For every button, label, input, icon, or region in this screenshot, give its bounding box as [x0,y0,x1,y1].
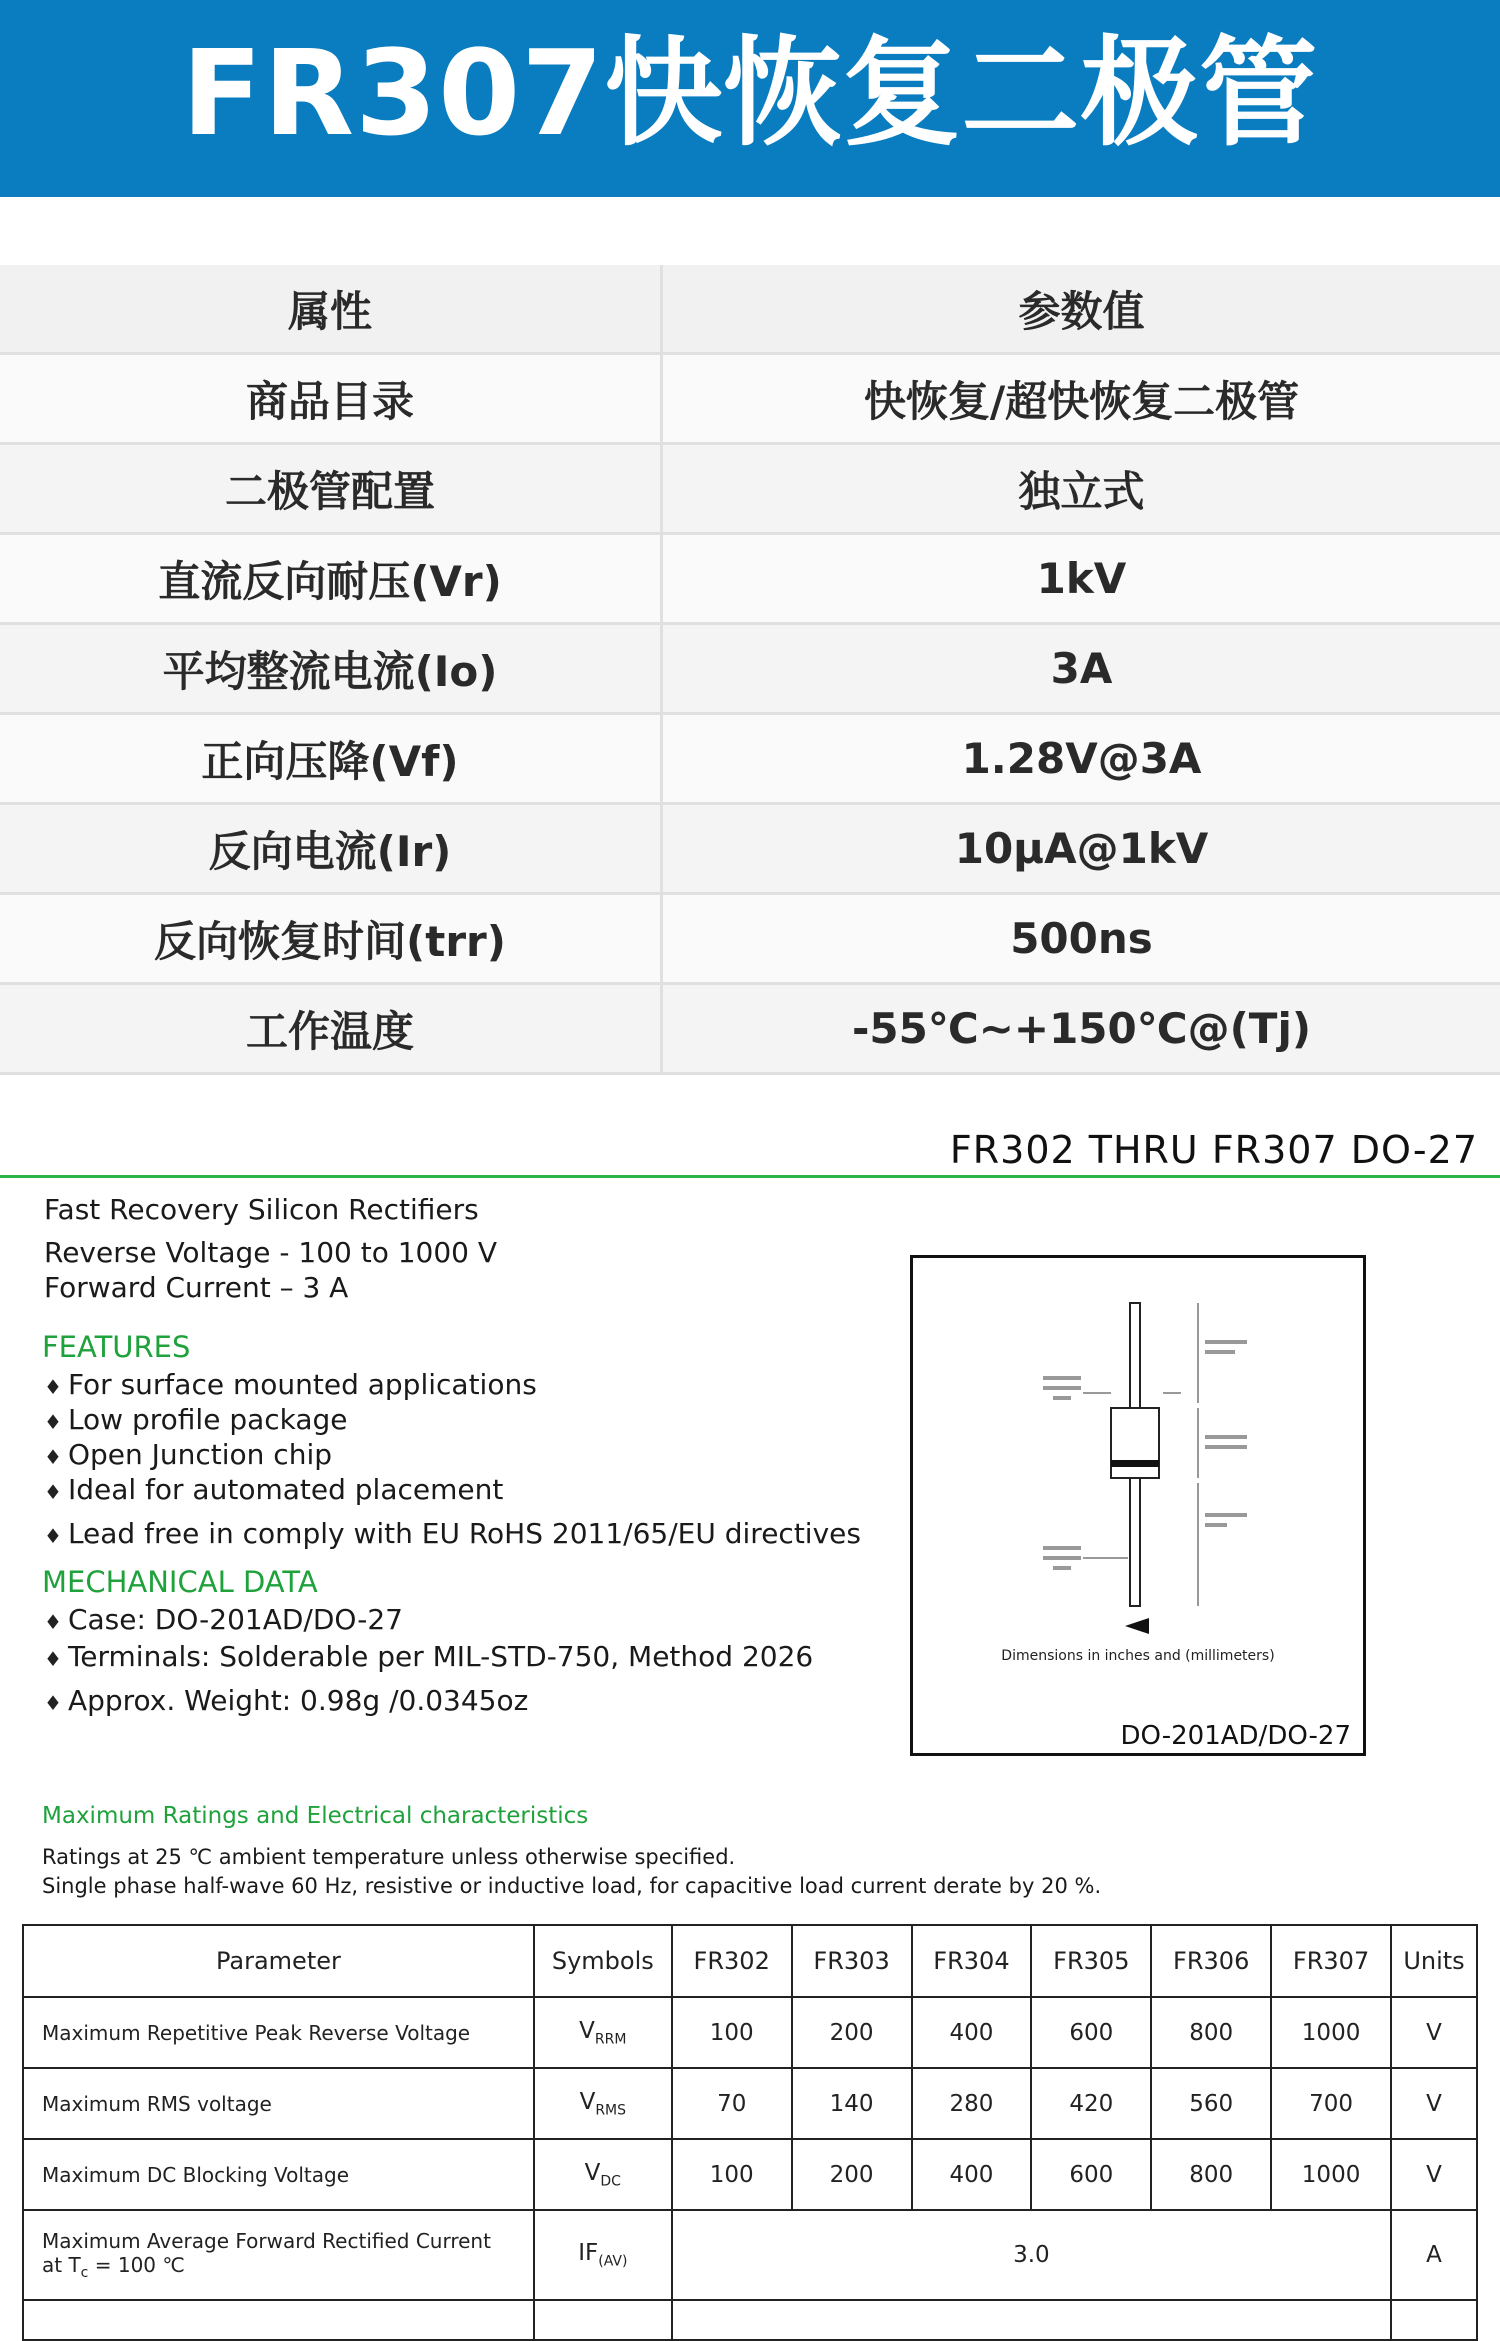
spec-row [0,984,1500,1074]
diamond-bullet-icon: ♦ [44,1445,62,1469]
empty-cell [672,2300,1391,2340]
symbol-cell [534,2139,672,2210]
symbol-subscript: DC [600,2173,621,2189]
ratings-heading: Maximum Ratings and Electrical characteristics [42,1803,588,1829]
spec-row [0,624,1500,714]
feature-item [44,1368,537,1401]
spec-attr: 反向恢复时间(trr) [0,894,662,984]
parameter-text: at T [42,2253,81,2277]
title-banner [0,0,1500,197]
feature-text: Low profile package [68,1403,348,1436]
feature-text: Open Junction chip [68,1438,332,1471]
feature-item [44,1473,503,1506]
ratings-row [23,2210,1477,2300]
unit-cell: V [1391,2068,1477,2139]
symbol-subscript: (AV) [598,2254,627,2270]
value-cell: 200 [792,2139,912,2210]
value-cell: 560 [1151,2068,1271,2139]
mechanical-item [44,1640,813,1673]
symbol-cell [534,2210,672,2300]
symbol-subscript: RRM [595,2031,627,2047]
feature-text: Lead free in comply with EU RoHS 2011/65/EU directives [68,1517,861,1550]
value-cell: 100 [672,2139,792,2210]
diamond-bullet-icon: ♦ [44,1410,62,1434]
value-cell: 800 [1151,2139,1271,2210]
ratings-note: Ratings at 25 ℃ ambient temperature unless otherwise specified. [42,1845,735,1869]
header-model: FR307 [1271,1925,1391,1997]
spec-attr: 平均整流电流(Io) [0,624,662,714]
reverse-voltage: Reverse Voltage - 100 to 1000 V [44,1236,497,1269]
spec-attr: 反向电流(Ir) [0,804,662,894]
spec-row [0,534,1500,624]
symbol-cell [534,1997,672,2068]
dimensions-note: Dimensions in inches and (millimeters) [913,1648,1363,1664]
value-cell: 280 [912,2068,1032,2139]
forward-current: Forward Current – 3 A [44,1271,348,1304]
empty-cell [1391,2300,1477,2340]
value-cell: 1000 [1271,1997,1391,2068]
value-cell: 420 [1031,2068,1151,2139]
ratings-note: Single phase half-wave 60 Hz, resistive or inductive load, for capacitive load current derate by 20 %. [42,1874,1101,1898]
spec-attr: 商品目录 [0,354,662,444]
spec-attr: 正向压降(Vf) [0,714,662,804]
value-cell: 400 [912,1997,1032,2068]
features-heading: FEATURES [42,1330,190,1364]
header-model: FR302 [672,1925,792,1997]
diamond-bullet-icon: ♦ [44,1691,62,1715]
unit-cell: V [1391,1997,1477,2068]
header-model: FR306 [1151,1925,1271,1997]
spec-row [0,444,1500,534]
value-cell: 700 [1271,2068,1391,2139]
spec-row [0,804,1500,894]
empty-cell [534,2300,672,2340]
spec-value: 10μA@1kV [662,804,1500,894]
value-cell: 70 [672,2068,792,2139]
spec-value: 1.28V@3A [662,714,1500,804]
symbol-text: V [585,2160,601,2186]
spec-value: 3A [662,624,1500,714]
ratings-row [23,2068,1477,2139]
ratings-row-partial [23,2300,1477,2340]
mechanical-text: Terminals: Solderable per MIL-STD-750, Method 2026 [68,1640,813,1673]
header-units: Units [1391,1925,1477,1997]
header-model: FR304 [912,1925,1032,1997]
feature-item [44,1403,348,1436]
spec-attr: 直流反向耐压(Vr) [0,534,662,624]
diamond-bullet-icon: ♦ [44,1480,62,1504]
empty-cell [23,2300,534,2340]
package-drawing [910,1255,1366,1756]
value-cell: 400 [912,2139,1032,2210]
ratings-row [23,1997,1477,2068]
ratings-header-row [23,1925,1477,1997]
header-parameter: Parameter [23,1925,534,1997]
value-cell: 100 [672,1997,792,2068]
spec-value: -55℃~+150℃@(Tj) [662,984,1500,1074]
mechanical-text: Case: DO-201AD/DO-27 [68,1603,403,1636]
spec-row [0,714,1500,804]
ratings-row [23,2139,1477,2210]
parameter-text: = 100 ℃ [88,2253,184,2277]
symbol-text: V [579,2018,595,2044]
mechanical-item [44,1684,528,1717]
diamond-bullet-icon: ♦ [44,1610,62,1634]
mechanical-text: Approx. Weight: 0.98g /0.0345oz [68,1684,528,1717]
value-cell: 140 [792,2068,912,2139]
spec-value: 1kV [662,534,1500,624]
spec-value: 独立式 [662,444,1500,534]
spec-row [0,894,1500,984]
spec-attr: 二极管配置 [0,444,662,534]
spec-header-attribute: 属性 [0,265,662,354]
mechanical-item [44,1603,403,1636]
parameter-cell: Maximum Repetitive Peak Reverse Voltage [23,1997,534,2068]
value-cell: 200 [792,1997,912,2068]
parameter-line [42,2253,533,2281]
diode-outline-diagram [913,1258,1363,1753]
package-caption: DO-201AD/DO-27 [1121,1721,1351,1751]
parameter-cell [23,2210,534,2300]
value-cell: 600 [1031,1997,1151,2068]
header-model: FR303 [792,1925,912,1997]
diamond-bullet-icon: ♦ [44,1375,62,1399]
divider [0,1175,1500,1178]
feature-text: Ideal for automated placement [68,1473,503,1506]
parameter-subscript: c [81,2265,89,2281]
symbol-text: V [580,2089,596,2115]
spec-row [0,354,1500,444]
mechanical-heading: MECHANICAL DATA [42,1565,318,1599]
value-cell: 1000 [1271,2139,1391,2210]
spec-value: 快恢复/超快恢复二极管 [662,354,1500,444]
parameter-cell: Maximum DC Blocking Voltage [23,2139,534,2210]
parameter-cell: Maximum RMS voltage [23,2068,534,2139]
header-symbols: Symbols [534,1925,672,1997]
value-cell: 3.0 [672,2210,1391,2300]
symbol-text: IF [578,2240,598,2266]
feature-item [44,1438,332,1471]
diamond-bullet-icon: ♦ [44,1647,62,1671]
value-cell: 600 [1031,2139,1151,2210]
value-cell: 800 [1151,1997,1271,2068]
parameter-line: Maximum Average Forward Rectified Current [42,2229,533,2253]
spec-value: 500ns [662,894,1500,984]
symbol-subscript: RMS [595,2102,626,2118]
diamond-bullet-icon: ♦ [44,1524,62,1548]
page-title: FR307快恢复二极管 [0,18,1500,168]
unit-cell: A [1391,2210,1477,2300]
spec-header-row [0,265,1500,354]
symbol-cell [534,2068,672,2139]
feature-text: For surface mounted applications [68,1368,537,1401]
spec-header-value: 参数值 [662,265,1500,354]
feature-item [44,1517,861,1550]
spec-table [0,265,1500,1075]
unit-cell: V [1391,2139,1477,2210]
datasheet-subtitle: Fast Recovery Silicon Rectifiers [44,1193,479,1226]
spec-attr: 工作温度 [0,984,662,1074]
ratings-table [22,1924,1478,2341]
header-model: FR305 [1031,1925,1151,1997]
datasheet-model-range: FR302 THRU FR307 DO-27 [950,1128,1478,1172]
